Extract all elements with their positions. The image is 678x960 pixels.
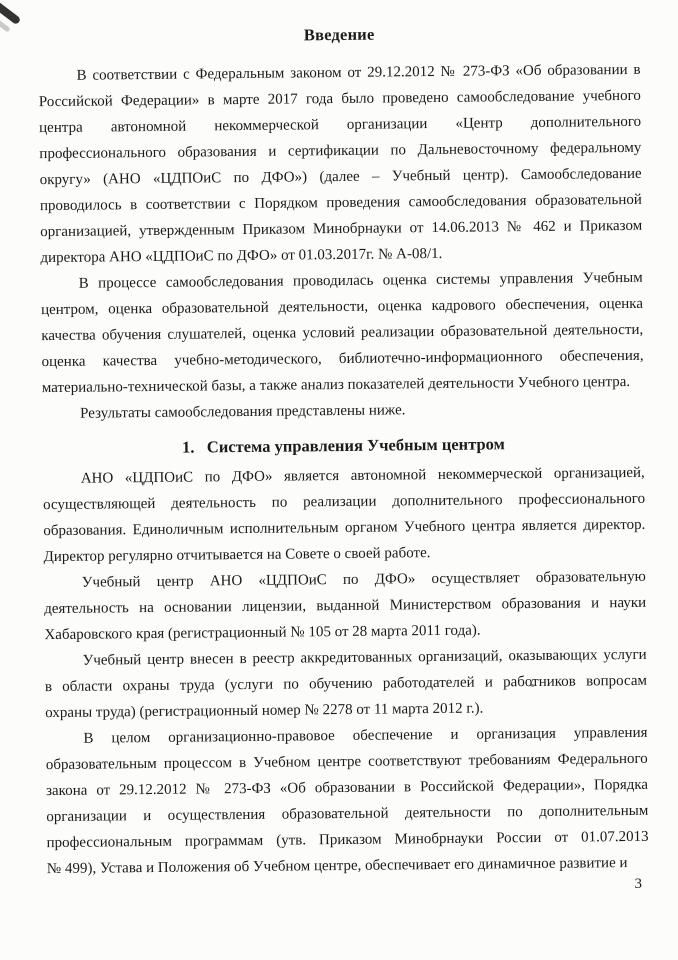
text-line: организацией, утвержденным Приказом Минобрнауки от 14.06.2013 № 462 и Приказом xyxy=(40,217,643,241)
text-line: № 499), Устава и Положения об Учебном центре, обеспечивает его динамичное развитие и xyxy=(46,855,628,878)
text-line: профессиональным программам (утв. Приказом Минобрнауки России от 01.07.2013 xyxy=(46,828,649,852)
text-line: В целом организационно-правовое обеспечение и организация управления xyxy=(83,724,648,747)
text-line: Российской Федерации» в марте 2017 года было проведено самообследование учебного xyxy=(38,87,641,111)
paragraph xyxy=(45,720,649,882)
text-line: центра автономной некоммерческой организации «Центр дополнительного xyxy=(39,113,642,137)
text-line: Хабаровского края (регистрационный № 105 от 28 марта 2011 года). xyxy=(44,622,481,644)
text-line: организации и осуществления образовательной деятельности по дополнительным xyxy=(46,802,649,826)
text-line: материально-технической базы, а также анализ показателей деятельности Учебного центра. xyxy=(41,373,631,397)
paragraph xyxy=(44,564,647,648)
text-line: В процессе самообследования проводилась оценка системы управления Учебным xyxy=(78,269,643,292)
text-line: Директор регулярно отчитывается на Совете о своей работе. xyxy=(43,545,431,566)
text-line: В соответствии с Федеральным законом от 29.12.2012 № 273-ФЗ «Об образовании в xyxy=(76,61,641,84)
text-line: проводилось в соответствии с Порядком проведения самообследования образовательной xyxy=(39,191,642,215)
text-line: образования. Единоличным исполнительным органом Учебного центра является директор. xyxy=(43,516,646,540)
paragraph xyxy=(38,57,642,271)
text-line: центром, оценка образовательной деятельности, оценка кадрового обеспечения, оценка xyxy=(40,295,644,319)
paragraph xyxy=(43,460,646,570)
document-title: Введение xyxy=(303,24,375,45)
paragraph xyxy=(45,642,648,726)
scan-artifact-corner-mark xyxy=(0,0,21,25)
text-line: округу» (АНО «ЦДПОиС по ДФО») (далее – Учебный центр). Самообследование xyxy=(39,165,642,189)
text-line: осуществляющей деятельность по реализации дополнительного профессионального xyxy=(42,490,646,514)
page-number: 3 xyxy=(634,876,642,892)
text-line: образовательным процессом в Учебном центре соответствуют требованиям Федерального xyxy=(45,750,648,774)
text-line: деятельность на основании лицензии, выданной Министерством образования и науки xyxy=(44,594,647,618)
text-line: закона от 29.12.2012 № 273-ФЗ «Об образовании в Российской Федерации», Порядка xyxy=(45,776,649,800)
text-line: качества обучения слушателей, оценка условий реализации образовательной деятельности, xyxy=(41,321,644,345)
text-line: АНО «ЦДПОиС по ДФО» является автономной некоммерческой организацией, xyxy=(80,464,645,487)
text-line: в области охраны труда (услуги по обучению работодателей и работников вопросам xyxy=(44,672,648,696)
text-line: Учебный центр АНО «ЦДПОиС по ДФО» осуществляет образовательную xyxy=(81,568,646,591)
text-line: профессионального образования и сертификации по Дальневосточному федеральному xyxy=(39,139,642,163)
text-line: оценка качества учебно-методического, библиотечно-информационного обеспечения, xyxy=(41,347,644,371)
section-heading: 1. Система управления Учебным центром xyxy=(182,434,505,457)
text-line: директора АНО «ЦДПОиС по ДФО» от 01.03.2017г. № А-08/1. xyxy=(40,245,443,267)
text-line: охраны труда) (регистрационный номер № 2278 от 11 марта 2012 г.). xyxy=(45,700,484,722)
document-content xyxy=(38,17,649,882)
paragraph xyxy=(42,395,644,427)
text-line: Результаты самообследования представлены ниже. xyxy=(80,402,406,422)
paragraph xyxy=(41,265,644,401)
text-line: Учебный центр внесен в реестр аккредитованных организаций, оказывающих услуги xyxy=(82,646,647,669)
